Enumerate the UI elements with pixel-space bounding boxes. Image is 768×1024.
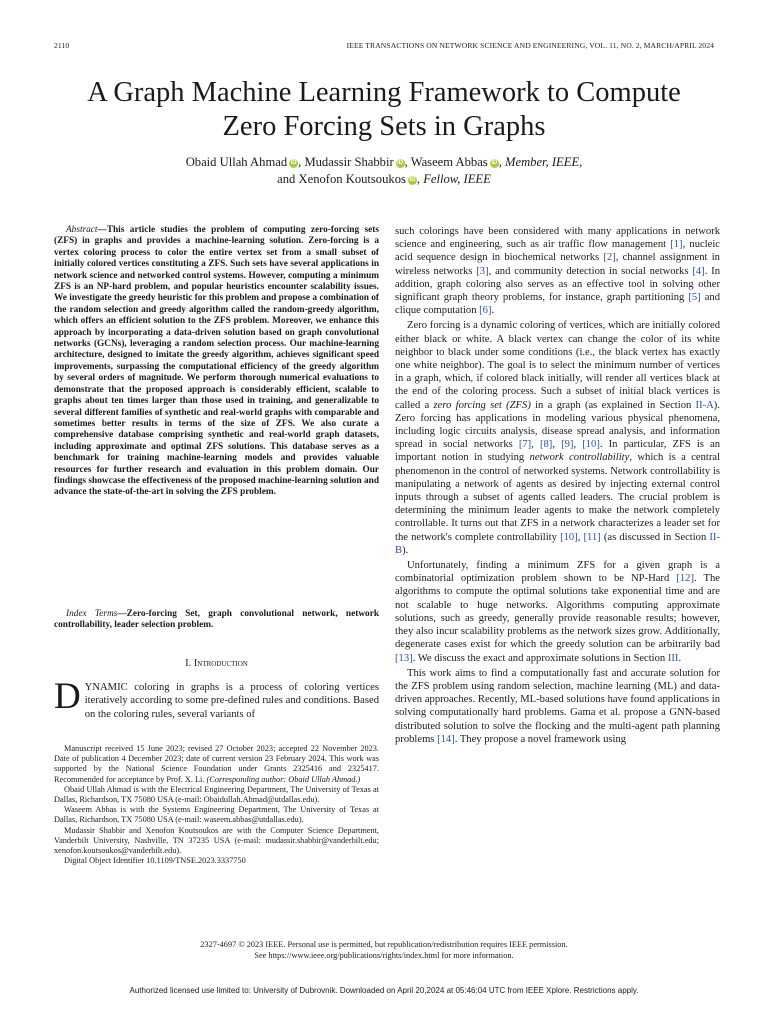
footnote-doi: Digital Object Identifier 10.1109/TNSE.2023.3337750: [64, 856, 246, 866]
footnote: [54, 744, 379, 866]
abstract: [54, 225, 379, 499]
copyright-line-2: See https://www.ieee.org/publications/rights/index.html for more information.: [254, 950, 514, 960]
author-list: Obaid Ullah Ahmad iD , Mudassir Shabbir iD , Waseem Abbas iD , Member, IEEE, and Xenofon Koutsoukos iD , Fellow, IEEE: [185, 155, 583, 186]
author-2: Mudassir Shabbir: [304, 155, 394, 169]
orcid-icon[interactable]: iD: [397, 160, 404, 166]
citation-link[interactable]: [14]: [437, 733, 455, 745]
index-terms-lead: Index Terms: [66, 609, 118, 619]
citation-link[interactable]: [12]: [676, 573, 694, 585]
citation-link[interactable]: [10]: [582, 439, 600, 451]
body-paragraph-2: Zero forcing is a dynamic coloring of vertices, which are initially colored either black or white. A black vertex can change the color of its white neighbor to black under some conditions (i.e., the black vertex has exactly one white neighbor). The goal is to select the minimum number of vertices in a graph, which, if colored black initially, will render all vertices black at the end of the coloring process. Such a subset of initial black vertices is called a zero forcing set (ZFS) in a graph (as explained in Section II-A). Zero forcing has applications in modeling various physical phenomena, including logic circuits analysis, disease spread analysis, and information spread in social networks [7], [8], [9], [10]. In particular, ZFS is an important notion in studying network controllability, which is a central phenomenon in the control of networked systems. Network controllability is manipulating a network of agents as desired by injecting external control inputs through a subset of agents called leaders. The crucial problem is determining the minimum leader agents to make the network completely controllable. It turns out that ZFS in a network characterizes a leader set for the network's complete controllability [10], [11] (as discussed in Section II-B).: [395, 320, 721, 556]
footnote-author-1: Obaid Ullah Ahmad is with the Electrical Engineering Department, The University of Texas at Dallas, Richardson, TX 75080 USA (e-mail: Obaidullah.Ahmad@utdallas.edu).: [54, 784, 379, 805]
copyright-line-1: 2327-4697 © 2023 IEEE. Personal use is permitted, but republication/redistribution requires IEEE permission.: [200, 940, 568, 949]
corresponding-author: (Corresponding author: Obaid Ullah Ahmad.): [206, 774, 361, 784]
drop-cap: D: [54, 676, 81, 717]
footnote-author-3: Waseem Abbas is with the Systems Engineering Department, The University of Texas at Dallas, Richardson, TX 75080 USA (e-mail: waseem.abbas@utdallas.edu).: [54, 805, 379, 825]
abstract-text: —This article studies the problem of computing zero-forcing sets (ZFS) in graphs and provides a machine-learning solution. Zero-forcing is a vertex coloring process to color the entire vertex set from a small subset of initially colored vertices constituting a ZFS. Such sets have several applications in network science and networked control systems. However, computing a minimum ZFS is an NP-hard problem, and popular heuristics encounter scalability issues. We investigate the greedy heuristic for this problem and propose a combination of the random selection and greedy algorithm called the random-greedy algorithm, which offers an efficient solution to the ZFS problem. Moreover, we enhance this approach by incorporating a data-driven solution based on graph convolutional networks (GCNs), leveraging a random selection process. Our machine-learning architecture, designed to imitate the greedy algorithm, achieves significant speed improvements, surpassing the computational efficiency of the greedy algorithm by several orders of magnitude. We perform thorough numerical evaluations to demonstrate that the proposed approach is considerably efficient, scalable to graphs about ten times larger than those used in training, and generalizable to several different families of synthetic and real-world graphs with comparable and sometimes better results in terms of the size of ZFS. We also curate a comprehensive database comprising synthetic and real-world graph datasets, including approximate and optimal ZFS solutions. This database serves as a benchmark for training machine-learning models and provides valuable resources for further research and evaluation in this problem domain. Our findings showcase the effectiveness of the proposed machine-learning solution and advance the state-of-the-art in solving the ZFS problem.: [54, 225, 379, 498]
license-notice: Authorized licensed use limited to: University of Dubrovnik. Downloaded on April 20,2024 at 05:46:04 UTC from IEEE Xplore. Restrictions apply.: [129, 986, 639, 995]
author-3: Waseem Abbas: [410, 155, 488, 169]
index-terms: [54, 609, 379, 632]
author-4: and Xenofon Koutsoukos: [277, 172, 406, 186]
citation-link[interactable]: [5]: [688, 292, 701, 304]
running-header: [54, 41, 714, 53]
orcid-icon[interactable]: iD: [409, 177, 416, 183]
right-column: [395, 225, 720, 748]
section-link[interactable]: II-A: [695, 399, 714, 411]
citation-link[interactable]: [1]: [670, 239, 683, 251]
citation-link[interactable]: [3]: [476, 265, 489, 277]
emphasis-zfs: zero forcing set (ZFS): [433, 399, 531, 411]
intro-paragraph: [54, 676, 379, 721]
author-4-role: Fellow, IEEE: [423, 172, 491, 186]
citation-link[interactable]: [4]: [692, 265, 705, 277]
citation-link[interactable]: [13]: [395, 652, 413, 664]
author-3-role: Member, IEEE: [505, 155, 580, 169]
intro-text: YNAMIC coloring in graphs is a process of coloring vertices iteratively according to some pre-defined rules and conditions. Based on the coloring rules, several variants of: [84, 682, 379, 720]
abstract-lead: Abstract: [66, 225, 98, 235]
footnote-manuscript: Manuscript received 15 June 2023; revised 27 October 2023; accepted 22 November 2023. Date of publication 4 December 2023; date of current version 23 February 2024. This work was supported by the National Science Foundation under Grants 2325416 and 2325417. Recommended for acceptance by Prof. X. Li. (Corresponding author: Obaid Ullah Ahmad.): [54, 744, 379, 784]
section-heading: [54, 658, 379, 669]
body-paragraph-3: Unfortunately, finding a minimum ZFS for a given graph is a combinatorial optimization problem shown to be NP-Hard [12]. The algorithms to compute the optimal solutions take exponential time and are not scalable to huge networks. Algorithms computing approximate solutions, such as greedy, generally provide reasonable results; however, they also incur scalability problems as the network sizes grow. Additionally, degenerate cases exist for which the greedy solution can be arbitrarily bad [13]. We discuss the exact and approximate solutions in Section III.: [395, 560, 720, 664]
orcid-icon[interactable]: iD: [290, 160, 297, 166]
citation-link[interactable]: [9]: [561, 439, 574, 451]
section-link[interactable]: II-B: [395, 531, 720, 556]
section-number: I.: [185, 658, 192, 669]
copyright-notice: [54, 940, 714, 961]
citation-link[interactable]: [7]: [518, 439, 532, 451]
citation-link[interactable]: [2]: [603, 252, 616, 264]
section-link[interactable]: III: [667, 652, 679, 664]
paper-title: [40, 76, 728, 144]
orcid-icon[interactable]: iD: [491, 160, 498, 166]
page-number: 2110: [54, 41, 70, 50]
citation-link[interactable]: [11]: [583, 531, 601, 543]
body-paragraph-4: This work aims to find a computationally fast and accurate solution for the ZFS problem using random selection, machine learning (ML) and data-driven approaches. Recently, ML-based solutions have found applications in solving computationally hard problems. Gama et al. propose a GNN-based distributed solution to solve the flocking and the multi-agent path planning problems [14]. They propose a novel framework using: [395, 667, 720, 745]
footnote-author-2-4: Mudassir Shabbir and Xenofon Koutsoukos are with the Computer Science Department, Vanderbilt University, Nashville, TN 37235 USA (e-mail: mudassir.shabbir@vanderbilt.edu; xenofon.koutsoukos@vanderbilt.edu).: [54, 825, 379, 856]
citation-link[interactable]: [10]: [560, 531, 578, 543]
citation-link[interactable]: [6]: [479, 305, 492, 317]
body-paragraph-1: such colorings have been considered with many applications in network science and engineering, such as air traffic flow management [1], nucleic acid sequence design in biochemical networks [2], channel assignment in wireless networks [3], and community detection in social networks [4]. In addition, graph coloring also serves as an effective tool in solving other significant graph theory problems, for instance, graph partitioning [5] and clique computation [6].: [395, 226, 721, 317]
index-terms-text: —Zero-forcing Set, graph convolutional network, network controllability, leader selection problem.: [54, 609, 379, 631]
journal-name: IEEE TRANSACTIONS ON NETWORK SCIENCE AND ENGINEERING, VOL. 11, NO. 2, MARCH/APRIL 2024: [346, 41, 714, 50]
emphasis-controllability: network controllability: [529, 452, 630, 464]
author-1: Obaid Ullah Ahmad: [185, 155, 288, 169]
title-line-1: A Graph Machine Learning Framework to Compute: [87, 77, 681, 108]
section-title: Introduction: [193, 658, 248, 669]
citation-link[interactable]: [8]: [539, 439, 553, 451]
title-line-2: Zero Forcing Sets in Graphs: [222, 111, 546, 142]
